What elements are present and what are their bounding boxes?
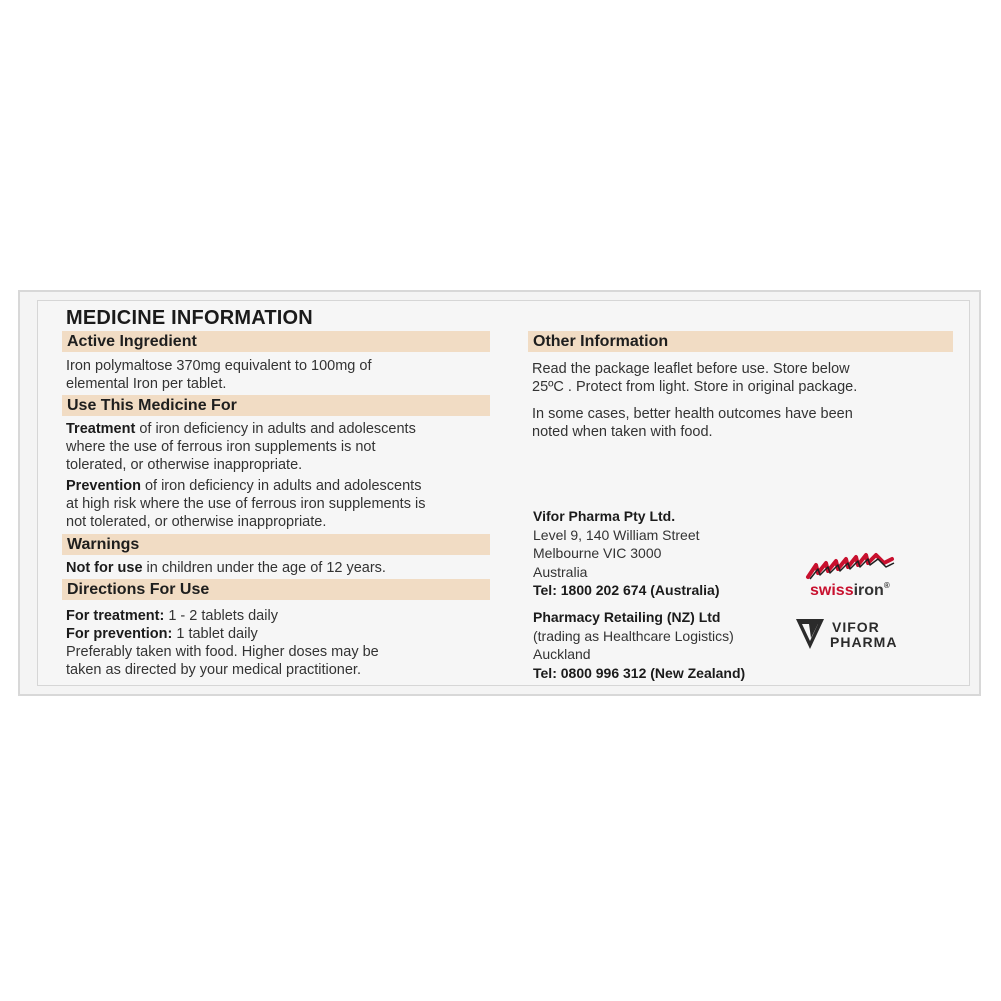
warnings-text	[66, 559, 386, 577]
active-ingredient-heading-text: Active Ingredient	[67, 333, 197, 350]
vifor-v-icon	[796, 619, 824, 649]
nz-address	[533, 608, 745, 682]
swissiron-mark-icon	[808, 555, 894, 579]
treatment-text: tolerated, or otherwise inappropriate.	[66, 457, 303, 473]
use-for-treatment	[66, 420, 416, 474]
address-line: Melbourne VIC 3000	[533, 545, 662, 561]
other-info-line: In some cases, better health outcomes have been	[532, 406, 853, 422]
warnings-body: in children under the age of 12 years.	[142, 560, 386, 576]
other-info-heading	[528, 331, 953, 352]
vifor-line1: VIFOR	[832, 619, 880, 635]
phone-australia: Tel: 1800 202 674 (Australia)	[533, 582, 720, 598]
address-line: (trading as Healthcare Logistics)	[533, 627, 734, 644]
treatment-text: of iron deficiency in adults and adolescents	[135, 421, 416, 437]
swissiron-registered: ®	[883, 581, 890, 590]
directions-heading-text: Directions For Use	[67, 581, 210, 598]
address-line: Auckland	[533, 646, 591, 662]
directions-treatment-label: For treatment:	[66, 608, 165, 624]
address-line: Australia	[533, 563, 588, 580]
swissiron-part2: iron	[853, 582, 884, 599]
use-for-prevention	[66, 477, 425, 531]
treatment-label: Treatment	[66, 421, 136, 437]
other-info-line: Read the package leaflet before use. Store below	[532, 361, 850, 377]
active-ingredient-line: Iron polymaltose 370mg equivalent to 100mg of	[66, 358, 372, 374]
address-line: Level 9, 140 William Street	[533, 526, 700, 543]
prevention-label: Prevention	[66, 478, 141, 494]
warnings-heading-text: Warnings	[67, 536, 140, 553]
directions-heading	[62, 579, 490, 600]
active-ingredient-heading	[62, 331, 490, 352]
prevention-text: not tolerated, or otherwise inappropriate.	[66, 514, 327, 530]
directions-prevention-text: 1 tablet daily	[172, 626, 258, 642]
other-info-p1	[532, 360, 857, 396]
other-info-p2	[532, 405, 853, 441]
directions-line: Preferably taken with food. Higher doses may be	[66, 644, 379, 660]
swissiron-wordmark	[810, 581, 890, 599]
company-name: Vifor Pharma Pty Ltd.	[533, 508, 676, 524]
directions-treatment-text: 1 - 2 tablets daily	[164, 608, 278, 624]
directions-line: taken as directed by your medical practitioner.	[66, 662, 361, 678]
vifor-pharma-logo	[794, 616, 909, 652]
page-title: MEDICINE INFORMATION	[66, 307, 313, 329]
vifor-line2: PHARMA	[830, 634, 898, 650]
use-for-heading	[62, 395, 490, 416]
active-ingredient-line: elemental Iron per tablet.	[66, 376, 227, 392]
swissiron-logo	[800, 551, 900, 601]
company-name: Pharmacy Retailing (NZ) Ltd	[533, 609, 721, 625]
other-info-line: 25ºC . Protect from light. Store in original package.	[532, 379, 858, 395]
prevention-text: at high risk where the use of ferrous iron supplements is	[66, 496, 426, 512]
active-ingredient-text	[66, 357, 372, 393]
prevention-text: of iron deficiency in adults and adolescents	[140, 478, 422, 494]
phone-new-zealand: Tel: 0800 996 312 (New Zealand)	[533, 664, 746, 681]
other-info-line: noted when taken with food.	[532, 424, 713, 440]
warnings-label: Not for use	[66, 560, 143, 576]
vifor-australia-address	[533, 507, 720, 600]
directions-text	[66, 607, 379, 679]
other-info-heading-text: Other Information	[533, 333, 669, 350]
warnings-heading	[62, 534, 490, 555]
treatment-text: where the use of ferrous iron supplements is not	[66, 439, 376, 455]
directions-prevention-label: For prevention:	[66, 626, 173, 642]
use-for-heading-text: Use This Medicine For	[67, 397, 237, 414]
swissiron-part1: swiss	[810, 582, 854, 599]
